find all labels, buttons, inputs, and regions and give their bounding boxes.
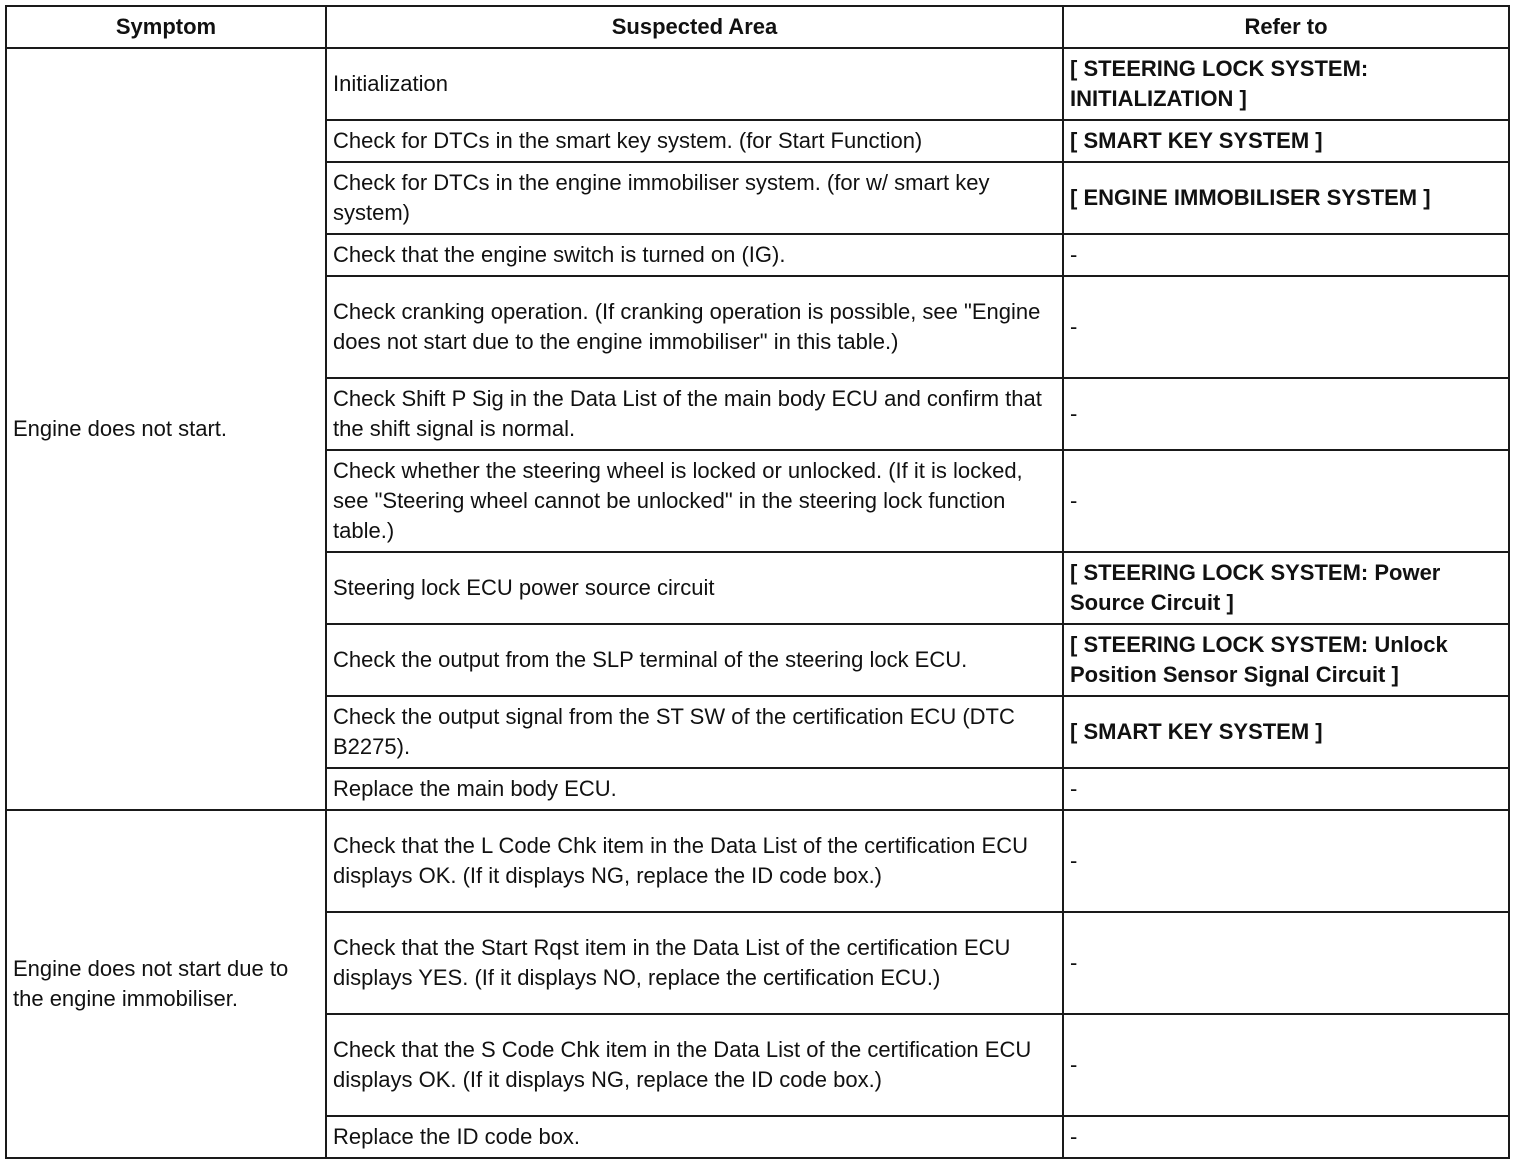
symptom-cell: Engine does not start. (6, 48, 326, 810)
refer-to-cell: - (1063, 276, 1509, 378)
refer-to-cell: - (1063, 810, 1509, 912)
suspected-area-cell: Replace the main body ECU. (326, 768, 1063, 810)
refer-to-cell: - (1063, 768, 1509, 810)
symptom-header: Symptom (6, 6, 326, 48)
table-row (6, 810, 1509, 912)
suspected-area-cell: Check the output signal from the ST SW of the certification ECU (DTC B2275). (326, 696, 1063, 768)
suspected-area-cell: Check whether the steering wheel is locked or unlocked. (If it is locked, see "Steering wheel cannot be unlocked" in the steering lock function table.) (326, 450, 1063, 552)
suspected-area-cell: Check cranking operation. (If cranking operation is possible, see "Engine does not start due to the engine immobiliser" in this table.) (326, 276, 1063, 378)
refer-to-cell: - (1063, 450, 1509, 552)
refer-to-cell: [ STEERING LOCK SYSTEM: INITIALIZATION ] (1063, 48, 1509, 120)
suspected-area-cell: Check Shift P Sig in the Data List of the main body ECU and confirm that the shift signal is normal. (326, 378, 1063, 450)
troubleshooting-table (5, 5, 1510, 1159)
suspected-area-cell: Check that the Start Rqst item in the Data List of the certification ECU displays YES. (If it displays NO, replace the certification ECU.) (326, 912, 1063, 1014)
refer-to-cell: - (1063, 234, 1509, 276)
suspected-area-header: Suspected Area (326, 6, 1063, 48)
suspected-area-cell: Replace the ID code box. (326, 1116, 1063, 1158)
refer-to-cell: - (1063, 1116, 1509, 1158)
suspected-area-cell: Check that the engine switch is turned on (IG). (326, 234, 1063, 276)
refer-to-header: Refer to (1063, 6, 1509, 48)
refer-to-cell: [ STEERING LOCK SYSTEM: Power Source Circuit ] (1063, 552, 1509, 624)
suspected-area-cell: Check for DTCs in the engine immobiliser system. (for w/ smart key system) (326, 162, 1063, 234)
refer-to-cell: [ ENGINE IMMOBILISER SYSTEM ] (1063, 162, 1509, 234)
table-row (6, 48, 1509, 120)
refer-to-cell: [ SMART KEY SYSTEM ] (1063, 120, 1509, 162)
suspected-area-cell: Check for DTCs in the smart key system. (for Start Function) (326, 120, 1063, 162)
refer-to-cell: [ STEERING LOCK SYSTEM: Unlock Position Sensor Signal Circuit ] (1063, 624, 1509, 696)
suspected-area-cell: Steering lock ECU power source circuit (326, 552, 1063, 624)
refer-to-cell: [ SMART KEY SYSTEM ] (1063, 696, 1509, 768)
suspected-area-cell: Check the output from the SLP terminal of the steering lock ECU. (326, 624, 1063, 696)
refer-to-cell: - (1063, 378, 1509, 450)
suspected-area-cell: Initialization (326, 48, 1063, 120)
suspected-area-cell: Check that the S Code Chk item in the Data List of the certification ECU displays OK. (If it displays NG, replace the ID code box.) (326, 1014, 1063, 1116)
refer-to-cell: - (1063, 912, 1509, 1014)
refer-to-cell: - (1063, 1014, 1509, 1116)
header-row (6, 6, 1509, 48)
symptom-cell: Engine does not start due to the engine immobiliser. (6, 810, 326, 1158)
suspected-area-cell: Check that the L Code Chk item in the Data List of the certification ECU displays OK. (If it displays NG, replace the ID code box.) (326, 810, 1063, 912)
